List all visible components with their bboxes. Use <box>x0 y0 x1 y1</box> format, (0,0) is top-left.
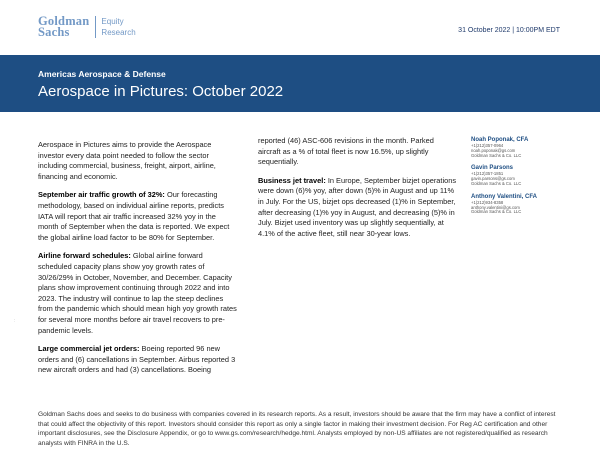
analyst-phone: +1(212)357-1851 <box>471 171 504 177</box>
sector-label: Americas Aerospace & Defense <box>38 69 166 79</box>
analyst-name: Anthony Valentini, CFA <box>471 193 538 200</box>
report-title: Aerospace in Pictures: October 2022 <box>38 83 284 100</box>
analyst-phone: +1(212)357-0964 <box>471 143 504 148</box>
text-jet-orders: Boeing reported 96 new orders and (6) cancellations in September. Airbus reported 3 new aircraft orders and had (3) cancellations. Boeing <box>38 344 236 375</box>
analyst-email[interactable]: anthony.valentini@gs.com <box>471 204 520 210</box>
intro-paragraph: Aerospace in Pictures aims to provide the Aerospace investor every data point needed to follow the sector including commercial, business, freight, airport, airline, financing and economic. <box>38 140 216 181</box>
analyst-name: Gavin Parsons <box>471 165 514 172</box>
page-header <box>0 0 600 52</box>
paragraph-orders-continued: reported (46) ASC-606 revisions in the month. Parked aircraft as a % of total fleet is now 16.5%, up slightly sequentially. <box>258 136 434 167</box>
heading-forward-schedules: Airline forward schedules: <box>38 251 131 261</box>
analyst-name: Noah Poponak, CFA <box>471 137 529 143</box>
logo-sub-2: Research <box>101 28 136 37</box>
title-banner <box>0 55 600 112</box>
logo-sub-1: Equity <box>101 17 124 26</box>
analyst-firm: Goldman Sachs & Co. LLC <box>471 152 522 158</box>
heading-business-jet: Business jet travel: <box>258 175 326 185</box>
analyst-list <box>471 137 571 222</box>
logo-divider <box>95 16 96 38</box>
analyst-phone: +1(212)934-8358 <box>471 199 504 205</box>
text-business-jet: In Europe, September bizjet operations were down (6)% yoy, after down (5)% in August and up 11% in July. For the US, bizjet ops decreased (1)% in September, after decreasing (1)% yoy in August, and decreasing (5)% in July. Bizjet used inventory was up slightly sequentially, at 4.1% of the active fleet, still near 30-year lows. <box>258 175 457 238</box>
heading-jet-orders: Large commercial jet orders: <box>38 344 140 354</box>
paragraph-forward-schedules <box>38 251 238 336</box>
margin-mark: : <box>14 318 16 324</box>
analyst-email[interactable]: gavin.parsons@gs.com <box>471 176 515 182</box>
body-column-2 <box>258 136 458 247</box>
goldman-sachs-logo <box>38 16 136 38</box>
disclosure-footer: Goldman Sachs does and seeks to do business with companies covered in its research reports. As a result, investors should be aware that the firm may have a conflict of interest that could affect the objectivity of this report. Investors should consider this report as only a single factor in making their investment decision. For Reg AC certification and other important disclosures, see the Disclosure Appendix, or go to www.gs.com/research/hedge.html. Analysts employed by non-US affiliates are not registered/qualified as research analysts with FINRA in the U.S. <box>38 411 556 447</box>
paragraph-air-traffic <box>38 190 238 243</box>
analyst-card <box>471 194 571 215</box>
report-date: 31 October 2022 | 10:00PM EDT <box>458 27 560 34</box>
body-column-1 <box>38 140 238 384</box>
paragraph-business-jet <box>258 176 458 240</box>
text-air-traffic: Our forecasting methodology, based on individual airline reports, predicts IATA will report that air traffic increased 32% yoy in the month of September when the data is reported. We expect the global airline load factor to be 80% for September. <box>38 190 230 242</box>
analyst-firm: Goldman Sachs & Co. LLC <box>471 209 522 215</box>
heading-air-traffic: September air traffic growth of 32%: <box>38 190 165 200</box>
analyst-card <box>471 137 571 158</box>
paragraph-jet-orders <box>38 344 238 376</box>
analyst-card <box>471 165 571 186</box>
analyst-email[interactable]: noah.poponak@gs.com <box>471 147 516 153</box>
analyst-firm: Goldman Sachs & Co. LLC <box>471 180 522 186</box>
logo-word-1: Goldman <box>38 14 90 28</box>
text-forward-schedules: Global airline forward scheduled capacity plans show yoy growth rates of 30/26/29% in October, November, and December. Capacity plans show improvement continuing through 2022 and into 2023. The industry will continue to lap the steep declines from the pandemic which should mean high yoy growth rates for several more months before air travel recovers to pre-pandemic levels. <box>38 251 237 335</box>
logo-word-2: Sachs <box>38 25 70 39</box>
